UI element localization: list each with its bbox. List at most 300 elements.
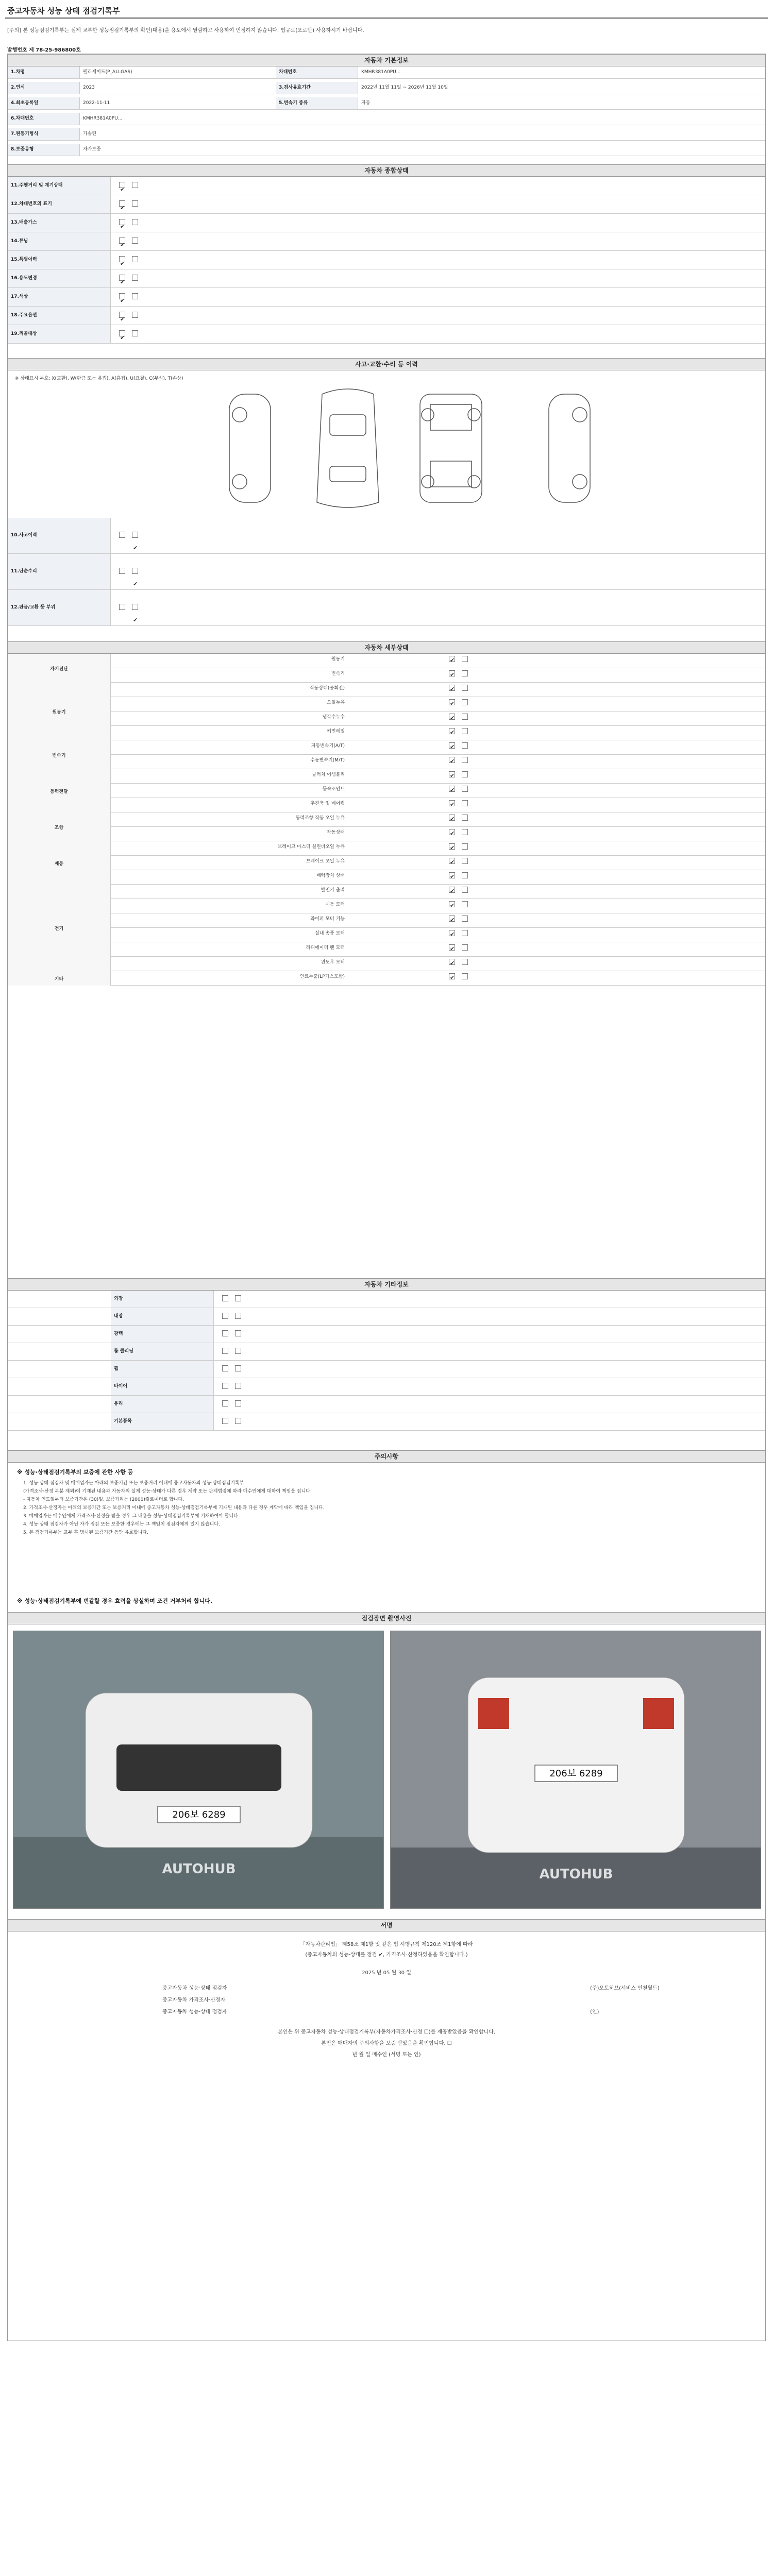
detail-item-row [111, 928, 765, 942]
item-options [441, 899, 647, 911]
dealer-label: 중고자동차 성능·상태 점검자 [162, 2009, 227, 2015]
field-label: 룸 클리닝 [111, 1343, 214, 1360]
notice-line: - 자동차 인도일부터 보증기간은 (30)일, 보증거리는 (2000)킬로미터로 합니다. [23, 1497, 184, 1502]
appraiser-label: 중고자동차 가격조사·산정자 [162, 1997, 226, 2003]
checkbox[interactable] [462, 699, 468, 705]
sign-statement-1: 「자동차관리법」 제58조 제1항 및 같은 법 시행규칙 제120조 제1항에 따라 [300, 1942, 473, 1947]
notice-line: 5. 본 점검기록부는 교부 후 명시된 보증기간 동안 유효합니다. [23, 1530, 148, 1535]
watermark-logo: AUTOHUB [539, 1867, 613, 1882]
section-sign: 서명 [8, 1919, 765, 1931]
detail-item-row [111, 784, 765, 798]
checkbox[interactable] [449, 872, 455, 878]
checkbox[interactable] [462, 858, 468, 864]
detail-state-table [8, 654, 765, 1272]
other-options [214, 1291, 472, 1308]
overall-state-row [8, 307, 765, 325]
overall-state-table [8, 177, 765, 352]
other-options [214, 1413, 472, 1430]
overall-state-row [8, 288, 765, 307]
item-options [441, 957, 647, 969]
basic-info-row [8, 82, 765, 94]
checkbox[interactable] [132, 568, 138, 574]
section-basic-info: 자동차 기본정보 [8, 54, 765, 66]
other-info-row [8, 1326, 765, 1343]
checkbox[interactable] [222, 1313, 228, 1319]
checkbox[interactable] [235, 1365, 241, 1371]
detail-item-row [111, 697, 765, 711]
car-body-diagram [224, 384, 616, 513]
item-options [441, 654, 647, 666]
checkbox[interactable] [119, 568, 125, 574]
item-label: 오일누유 [327, 700, 345, 705]
checkbox[interactable] [462, 973, 468, 979]
other-options [214, 1378, 472, 1395]
item-options [441, 942, 647, 954]
checkbox[interactable] [449, 685, 455, 691]
item-label: 실내 송풍 모터 [315, 931, 345, 936]
overall-state-row [8, 269, 765, 288]
field-label: 15.특별이력 [8, 251, 111, 269]
other-info-row [8, 1343, 765, 1361]
buyer-signature-line: 년 월 일 매수인 (서명 또는 인) [352, 2052, 421, 2058]
item-options [441, 928, 647, 940]
checkbox[interactable] [462, 944, 468, 951]
detail-group-label: 원동기 [8, 683, 111, 740]
overall-state-row [8, 325, 765, 344]
checkbox[interactable] [119, 604, 125, 610]
overall-state-row [8, 195, 765, 214]
accident-row [8, 590, 765, 626]
detail-item-row [111, 711, 765, 726]
item-label: 등속조인트 [322, 787, 345, 792]
checkbox[interactable] [462, 901, 468, 907]
item-label: 냉각수누수 [322, 715, 345, 720]
item-options [441, 784, 647, 795]
item-options [441, 913, 647, 925]
checkbox[interactable] [462, 771, 468, 777]
rear-photo [390, 1631, 761, 1909]
field-value: 자동 [361, 100, 371, 106]
checkbox[interactable] [449, 815, 455, 821]
checkbox[interactable] [119, 238, 125, 244]
checkbox[interactable] [462, 656, 468, 662]
checkbox[interactable] [132, 293, 138, 299]
detail-group-label: 변속기 [8, 740, 111, 769]
other-info-row [8, 1361, 765, 1378]
car-top-outline [317, 389, 379, 507]
field-label: 타이어 [111, 1378, 214, 1395]
checkbox[interactable] [462, 872, 468, 878]
field-value: 2023 [83, 85, 95, 90]
accident-options [111, 518, 420, 553]
checkbox[interactable] [449, 771, 455, 777]
checkbox[interactable] [449, 728, 455, 734]
field-label: 차대번호 [276, 66, 358, 78]
checkbox[interactable] [449, 858, 455, 864]
basic-info-row [8, 113, 765, 125]
field-label: 11.주행거리 및 계기상태 [8, 177, 111, 195]
detail-item-row [111, 957, 765, 971]
detail-item-row [111, 740, 765, 755]
notice-line: (가격조사·산정 부분 제외)에 기재된 내용과 자동차의 실제 성능·상태가 다른 경우 계약 또는 관계법령에 따라 매수인에게 대하여 책임을 집니다. [23, 1489, 312, 1494]
item-options [441, 885, 647, 896]
checkbox[interactable] [132, 330, 138, 336]
state-options [111, 214, 575, 232]
car-diagram-area [8, 384, 765, 513]
detail-group-label: 자기진단 [8, 654, 111, 683]
checkbox[interactable] [449, 699, 455, 705]
section-overall-state: 자동차 종합상태 [8, 164, 765, 177]
checkbox[interactable] [132, 200, 138, 207]
section-detail-state: 자동차 세부상태 [8, 641, 765, 654]
checkbox[interactable] [119, 256, 125, 262]
document-title: 중고자동차 성능 상태 점검기록부 [7, 6, 120, 15]
overall-state-row [8, 177, 765, 195]
buyer-confirm-2: 본인은 매매자의 주의사항을 보증 받았음을 확인합니다. ☐ [321, 2041, 452, 2046]
detail-group-label: 제동 [8, 841, 111, 885]
field-value: KMHR381A0PU... [361, 70, 401, 75]
checkbox[interactable] [132, 182, 138, 188]
basic-info-row [8, 128, 765, 141]
notice-line: 1. 성능·상태 점검자 및 매매업자는 아래의 보증기간 또는 보증거리 이내에 중고자동차의 성능·상태점검기록부 [23, 1481, 244, 1486]
checkbox[interactable] [222, 1365, 228, 1371]
checkbox[interactable] [449, 670, 455, 676]
item-label: 클러치 어셈블리 [312, 772, 345, 777]
checkbox[interactable] [119, 330, 125, 336]
checkbox[interactable] [119, 312, 125, 318]
field-label: 12.판금/교환 등 부위 [8, 590, 111, 625]
item-options [441, 798, 647, 810]
detail-item-row [111, 798, 765, 812]
checkbox[interactable] [119, 200, 125, 207]
notice-body [23, 1479, 750, 1592]
item-label: 브레이크 오일 누유 [306, 859, 345, 864]
dealer-seal: (인) [590, 2009, 599, 2015]
state-options [111, 232, 575, 250]
item-options [441, 841, 647, 853]
field-label: 16.용도변경 [8, 269, 111, 287]
item-options [441, 870, 647, 882]
field-label: 12.차대번호의 표기 [8, 195, 111, 213]
checkbox[interactable] [235, 1348, 241, 1354]
checkbox[interactable] [449, 973, 455, 979]
checkbox[interactable] [222, 1348, 228, 1354]
checkbox[interactable] [462, 714, 468, 720]
checkbox[interactable] [119, 293, 125, 299]
item-label: 자동변속기(A/T) [311, 743, 345, 749]
item-label: 연료누출(LP가스포함) [299, 974, 345, 979]
wheel-icon [232, 474, 247, 489]
detail-item-row [111, 668, 765, 683]
checkbox[interactable] [119, 219, 125, 225]
rear-plate-text: 206보 6289 [549, 1768, 603, 1779]
checkbox[interactable] [462, 786, 468, 792]
item-label: 작동상태(공회전) [310, 686, 345, 691]
checkbox[interactable] [132, 312, 138, 318]
item-options [441, 726, 647, 738]
detail-item-row [111, 683, 765, 697]
accident-table [8, 518, 765, 636]
field-label: 17.색상 [8, 288, 111, 306]
detail-item-row [111, 971, 765, 986]
field-label: 광택 [111, 1326, 214, 1343]
checkbox[interactable] [449, 757, 455, 763]
other-options [214, 1308, 472, 1325]
certificate-number: 발행번호 제 78-25-986800호 [7, 47, 81, 53]
front-photo [13, 1631, 384, 1909]
accident-options [111, 554, 420, 589]
checkbox[interactable] [449, 714, 455, 720]
sign-date: 2025 년 05 월 30 일 [362, 1970, 411, 1976]
item-label: 원동기 [331, 657, 345, 662]
field-label: 5.변속기 종류 [276, 97, 358, 109]
front-plate-text: 206보 6289 [172, 1809, 226, 1820]
checkbox[interactable] [462, 728, 468, 734]
checkbox[interactable] [119, 532, 125, 538]
checkbox[interactable] [222, 1418, 228, 1424]
checkbox[interactable] [449, 656, 455, 662]
item-label: 라디에이터 팬 모터 [306, 945, 345, 951]
detail-item-row [111, 726, 765, 740]
checkbox[interactable] [132, 219, 138, 225]
field-label: 8.보증유형 [8, 144, 80, 156]
section-other-info: 자동차 기타정보 [8, 1278, 765, 1291]
checkbox[interactable] [449, 901, 455, 907]
field-value: 펠리세이드(P_ALLGAS) [83, 70, 132, 75]
item-options [441, 668, 647, 680]
wheel-icon [232, 408, 247, 422]
other-options [214, 1343, 472, 1360]
accident-row [8, 518, 765, 554]
field-label: 휠 [111, 1361, 214, 1378]
detail-group-label: 조향 [8, 812, 111, 841]
item-options [441, 740, 647, 752]
checkbox[interactable] [235, 1295, 241, 1301]
detail-item-row [111, 841, 765, 856]
checkbox[interactable] [462, 670, 468, 676]
notice-line: 3. 매매업자는 매수인에게 가격조사·산정을 받을 경우 그 내용을 성능·상태점검기록부에 기재하여야 합니다. [23, 1514, 240, 1519]
field-value: 2022년 11월 11일 ~ 2026년 11월 10일 [361, 85, 448, 90]
other-info-row [8, 1413, 765, 1431]
field-label: 2.연식 [8, 82, 80, 94]
checkbox[interactable] [222, 1295, 228, 1301]
item-options [441, 812, 647, 824]
detail-group-label: 전기 [8, 885, 111, 971]
checkbox[interactable] [462, 887, 468, 893]
field-label: 19.리콜대상 [8, 325, 111, 343]
basic-info-table [8, 66, 765, 159]
checkbox[interactable] [449, 959, 455, 965]
item-label: 발전기 출력 [321, 888, 345, 893]
detail-item-row [111, 870, 765, 885]
other-options [214, 1326, 472, 1343]
other-info-table [8, 1291, 765, 1445]
overall-state-row [8, 214, 765, 232]
field-label: 10.사고이력 [8, 518, 111, 553]
other-info-row [8, 1396, 765, 1413]
checkbox[interactable] [235, 1400, 241, 1406]
item-label: 수동변속기(M/T) [310, 758, 345, 763]
item-options [441, 697, 647, 709]
checkbox[interactable] [132, 238, 138, 244]
checkbox[interactable] [449, 887, 455, 893]
notice-heading: ※ 성능·상태점검기록부의 보증에 관한 사항 등 [17, 1469, 133, 1476]
car-right-side-outline [549, 394, 590, 502]
state-options [111, 177, 575, 195]
checkbox[interactable] [235, 1418, 241, 1424]
other-info-row [8, 1378, 765, 1396]
checkbox[interactable] [222, 1383, 228, 1389]
basic-info-row [8, 144, 765, 156]
detail-item-row [111, 755, 765, 769]
inspector-label: 중고자동차 성능·상태 점검자 [162, 1986, 227, 1991]
field-value: KMHR381A0PU... [83, 116, 123, 121]
watermark-logo: AUTOHUB [162, 1861, 236, 1877]
basic-info-row [8, 97, 765, 110]
detail-item-row [111, 654, 765, 668]
field-label: 7.원동기형식 [8, 128, 80, 140]
field-value: 가솔린 [83, 131, 97, 137]
item-options [441, 856, 647, 868]
section-accident-history: 사고·교환·수리 등 이력 [8, 358, 765, 370]
detail-item-row [111, 885, 765, 899]
field-label: 내장 [111, 1308, 214, 1325]
overall-state-row [8, 232, 765, 251]
item-label: 와이퍼 모터 기능 [310, 917, 345, 922]
field-value: 자가보증 [83, 147, 101, 152]
field-label: 13.배출가스 [8, 214, 111, 232]
checkbox[interactable] [462, 815, 468, 821]
field-label: 3.검사유효기간 [276, 82, 358, 94]
item-label: 작동상태 [327, 830, 345, 835]
item-label: 윈도우 모터 [321, 960, 345, 965]
item-options [441, 683, 647, 694]
field-label: 4.최초등록일 [8, 97, 80, 109]
other-options [214, 1361, 472, 1378]
checkbox[interactable] [449, 916, 455, 922]
checkbox[interactable] [449, 742, 455, 749]
item-options [441, 711, 647, 723]
item-options [441, 755, 647, 767]
checkbox[interactable] [235, 1383, 241, 1389]
state-options [111, 195, 575, 213]
detail-item-row [111, 827, 765, 841]
checkbox[interactable] [462, 829, 468, 835]
accident-row [8, 554, 765, 590]
checkbox[interactable] [119, 275, 125, 281]
detail-item-row [111, 899, 765, 913]
field-label: 외장 [111, 1291, 214, 1308]
notice-tail: ※ 성능·상태점검기록부에 번갈할 경우 효력을 상실하며 조건 거부처리 합니다. [17, 1598, 213, 1604]
accident-options [111, 590, 420, 625]
item-label: 배력장치 상태 [316, 873, 345, 878]
checkbox[interactable] [462, 916, 468, 922]
item-options [441, 971, 647, 983]
car-underbody-outline [420, 394, 482, 502]
usage-notice: [주의] 본 성능점검기록부는 실제 교부한 성능점검기록부의 확인(대용)을 용도에서 열람하고 사용하여 인정하지 않습니다. 법규로(오로만) 사용하시기 바랍니다. [7, 28, 364, 33]
detail-item-row [111, 913, 765, 928]
checkbox[interactable] [235, 1330, 241, 1336]
item-label: 추진축 및 베어링 [310, 801, 345, 806]
other-options [214, 1396, 472, 1413]
item-label: 동력조향 작동 오일 누유 [295, 816, 345, 821]
state-options [111, 307, 575, 325]
checkbox[interactable] [132, 256, 138, 262]
checkbox[interactable] [449, 930, 455, 936]
checkbox[interactable] [222, 1400, 228, 1406]
checkbox[interactable] [132, 275, 138, 281]
title-divider [5, 18, 768, 19]
field-label: 14.튜닝 [8, 232, 111, 250]
checkbox[interactable] [462, 930, 468, 936]
state-options [111, 325, 575, 343]
overall-state-row [8, 251, 765, 269]
field-label: 유리 [111, 1396, 214, 1413]
checkbox[interactable] [449, 800, 455, 806]
field-label: 11.단순수리 [8, 554, 111, 589]
field-label: 기본품목 [111, 1413, 214, 1430]
checkbox[interactable] [462, 800, 468, 806]
checkbox[interactable] [462, 685, 468, 691]
detail-item-row [111, 769, 765, 784]
checkbox[interactable] [449, 786, 455, 792]
detail-item-row [111, 856, 765, 870]
detail-item-row [111, 942, 765, 957]
item-label: 변속기 [331, 671, 345, 676]
inspector-name: (주)오토허브(서비스 인천월드) [590, 1986, 660, 1991]
checkbox[interactable] [462, 843, 468, 850]
state-options [111, 288, 575, 306]
detail-group-label: 기타 [8, 971, 111, 986]
notice-line: 2. 가격조사·산정자는 아래의 보증기간 또는 보증거리 이내에 중고자동차 성능·상태점검기록부에 기재된 내용과 다른 경우 계약에 따라 책임을 집니다. [23, 1505, 325, 1511]
checkbox[interactable] [222, 1330, 228, 1336]
car-left-side-outline [229, 394, 271, 502]
checkbox[interactable] [462, 742, 468, 749]
checkbox[interactable] [132, 604, 138, 610]
section-photos: 점검장면 촬영사진 [8, 1612, 765, 1624]
buyer-confirm: 본인은 위 중고자동차 성능·상태점검기록부(자동차가격조사·산정 ☐)를 제공받았음을 확인합니다. [277, 2029, 496, 2035]
checkbox[interactable] [462, 757, 468, 763]
basic-info-row [8, 66, 765, 79]
item-label: 커먼레일 [327, 729, 345, 734]
checkbox[interactable] [449, 843, 455, 850]
field-label: 6.차대번호 [8, 113, 80, 125]
other-info-row [8, 1291, 765, 1308]
damage-legend: ※ 상태표시 부호: X(교환), W(판금 또는 용접), A(흠집), U(요철), C(부식), T(손상) [15, 376, 183, 381]
notice-line: 4. 성능·상태 점검자가 아닌 자가 점검 또는 보증한 경우에는 그 책임이 점검자에게 있지 않습니다. [23, 1522, 220, 1527]
checkbox[interactable] [132, 532, 138, 538]
field-label: 18.주요옵션 [8, 307, 111, 325]
detail-group-label: 동력전달 [8, 769, 111, 812]
state-options [111, 269, 575, 287]
item-options [441, 827, 647, 839]
field-label: 1.차명 [8, 66, 80, 78]
checkbox[interactable] [235, 1313, 241, 1319]
checkbox[interactable] [119, 182, 125, 188]
other-info-row [8, 1308, 765, 1326]
item-options [441, 769, 647, 781]
field-value: 2022-11-11 [83, 100, 110, 106]
checkbox[interactable] [462, 959, 468, 965]
section-notice: 주의사항 [8, 1450, 765, 1463]
state-options [111, 251, 575, 269]
item-label: 시동 모터 [325, 902, 345, 907]
checkbox[interactable] [449, 944, 455, 951]
inspection-sheet [7, 54, 766, 2341]
checkbox[interactable] [449, 829, 455, 835]
detail-item-row [111, 812, 765, 827]
item-label: 브레이크 마스터 실린더오일 누유 [277, 844, 345, 850]
